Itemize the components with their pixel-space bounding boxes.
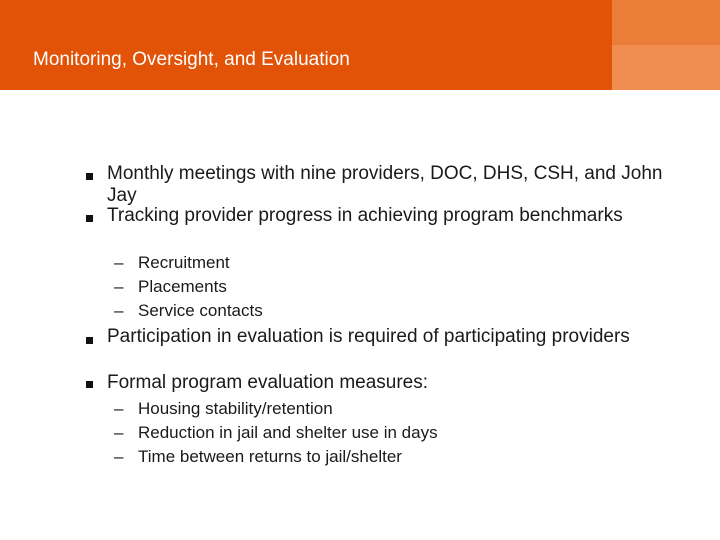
sub-bullet-dash: – — [114, 447, 124, 466]
bullet-marker — [86, 215, 93, 222]
sub-item-service-contacts: Service contacts — [138, 301, 263, 320]
sub-item-reduction-jail-shelter: Reduction in jail and shelter use in days — [138, 423, 438, 442]
bullet-item-2: Tracking provider progress in achieving program benchmarks — [107, 205, 623, 226]
sub-bullet-dash: – — [114, 301, 124, 320]
sub-bullet-dash: – — [114, 277, 124, 296]
sub-item-recruitment: Recruitment — [138, 253, 230, 272]
slide-title: Monitoring, Oversight, and Evaluation — [33, 49, 350, 70]
bullet-item-1: Monthly meetings with nine providers, DOC, DHS, CSH, and John Jay — [107, 163, 663, 206]
bullet-item-3: Participation in evaluation is required of participating providers — [107, 326, 630, 347]
sub-bullet-dash: – — [114, 423, 124, 442]
sub-item-housing-stability: Housing stability/retention — [138, 399, 333, 418]
sub-item-time-between-returns: Time between returns to jail/shelter — [138, 447, 402, 466]
sub-item-placements: Placements — [138, 277, 227, 296]
bullet-marker — [86, 337, 93, 344]
bullet-item-4: Formal program evaluation measures: — [107, 372, 429, 393]
bullet-marker — [86, 381, 93, 388]
sub-bullet-dash: – — [114, 253, 124, 272]
bullet-marker — [86, 173, 93, 180]
sub-bullet-dash: – — [114, 399, 124, 418]
